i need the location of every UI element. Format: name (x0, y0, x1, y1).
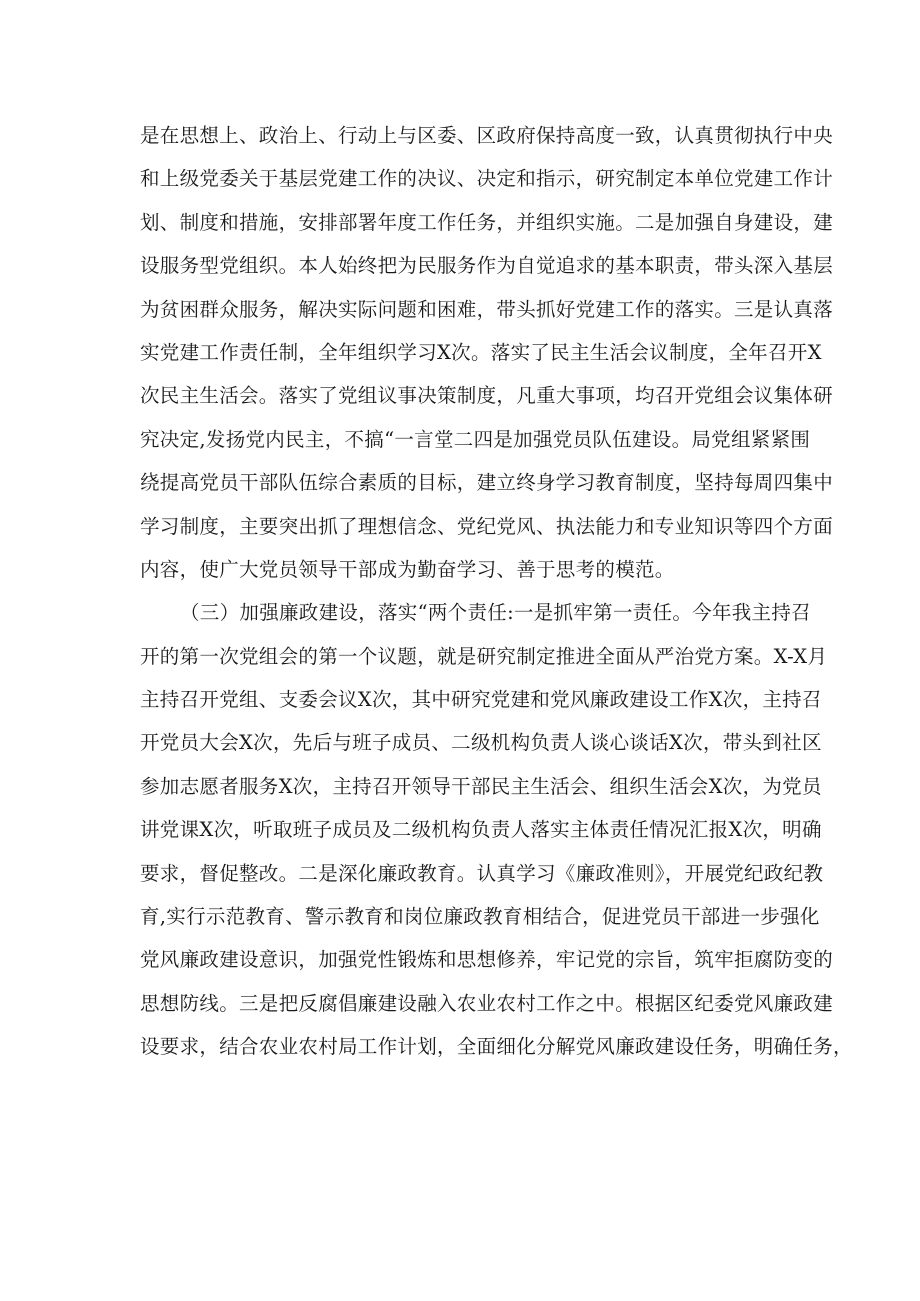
paragraph-2-line: 开的第一次党组会的第一个议题，就是研究制定推进全面从严治党方案。X-X月 (140, 644, 828, 668)
document-body (140, 114, 853, 1069)
paragraph-1-line: 设服务型党组织。本人始终把为民服务作为自觉追求的基本职责，带头深入基层 (140, 254, 834, 278)
paragraph-2-line: 主持召开党组、支委会议X次，其中研究党建和党风廉政建设工作X次，主持召 (140, 688, 822, 712)
paragraph-2-line: 要求，督促整改。二是深化廉政教育。认真学习《廉政准则》，开展党纪政纪教 (140, 861, 824, 885)
paragraph-1-line: 次民主生活会。落实了党组议事决策制度，凡重大事项，均召开党组会议集体研 (140, 384, 834, 408)
paragraph-2-line: 育,实行示范教育、警示教育和岗位廉政教育相结合，促进党员干部进一步强化 (140, 905, 820, 929)
paragraph-1-line: 绕提高党员干部队伍综合素质的目标，建立终身学习教育制度，坚持每周四集中 (140, 471, 834, 495)
paragraph-1-line: 学习制度，主要突出抓了理想信念、党纪党风、执法能力和专业知识等四个方面 (140, 514, 834, 538)
paragraph-1-line: 实党建工作责任制，全年组织学习X次。落实了民主生活会议制度，全年召开X (140, 340, 822, 364)
paragraph-1-line: 究决定,发扬党内民主，不搞“一言堂二四是加强党员队伍建设。局党组紧紧围 (140, 427, 811, 451)
paragraph-2 (140, 591, 853, 1068)
paragraph-2-line: 参加志愿者服务X次，主持召开领导干部民主生活会、组织生活会X次，为党员 (140, 774, 822, 798)
paragraph-2-line: 设要求，结合农业农村局工作计划，全面细化分解党风廉政建设任务，明确任务， (140, 1035, 853, 1059)
paragraph-2-line: 开党员大会X次，先后与班子成员、二级机构负责人谈心谈话X次，带头到社区 (140, 731, 822, 755)
paragraph-1-line: 是在思想上、政治上、行动上与区委、区政府保持高度一致，认真贯彻执行中央 (140, 124, 834, 147)
paragraph-1-line: 内容，使广大党员领导干部成为勤奋学习、善于思考的模范。 (140, 557, 675, 581)
paragraph-2-line: 讲党课X次，听取班子成员及二级机构负责人落实主体责任情况汇报X次，明确 (140, 818, 822, 842)
paragraph-1-line: 和上级党委关于基层党建工作的决议、决定和指示，研究制定本单位党建工作计 (140, 167, 834, 191)
paragraph-2-line: （三）加强廉政建设，落实“两个责任:一是抓牢第一责任。今年我主持召 (180, 601, 811, 625)
paragraph-1 (140, 114, 834, 591)
paragraph-2-line: 党风廉政建设意识，加强党性锻炼和思想修养，牢记党的宗旨，筑牢拒腐防变的 (140, 948, 834, 972)
paragraph-1-line: 为贫困群众服务，解决实际问题和困难，带头抓好党建工作的落实。三是认真落 (140, 297, 834, 321)
paragraph-1-line: 划、制度和措施，安排部署年度工作任务，并组织实施。二是加强自身建设，建 (140, 210, 834, 234)
paragraph-2-line: 思想防线。三是把反腐倡廉建设融入农业农村工作之中。根据区纪委党风廉政建 (140, 991, 834, 1015)
